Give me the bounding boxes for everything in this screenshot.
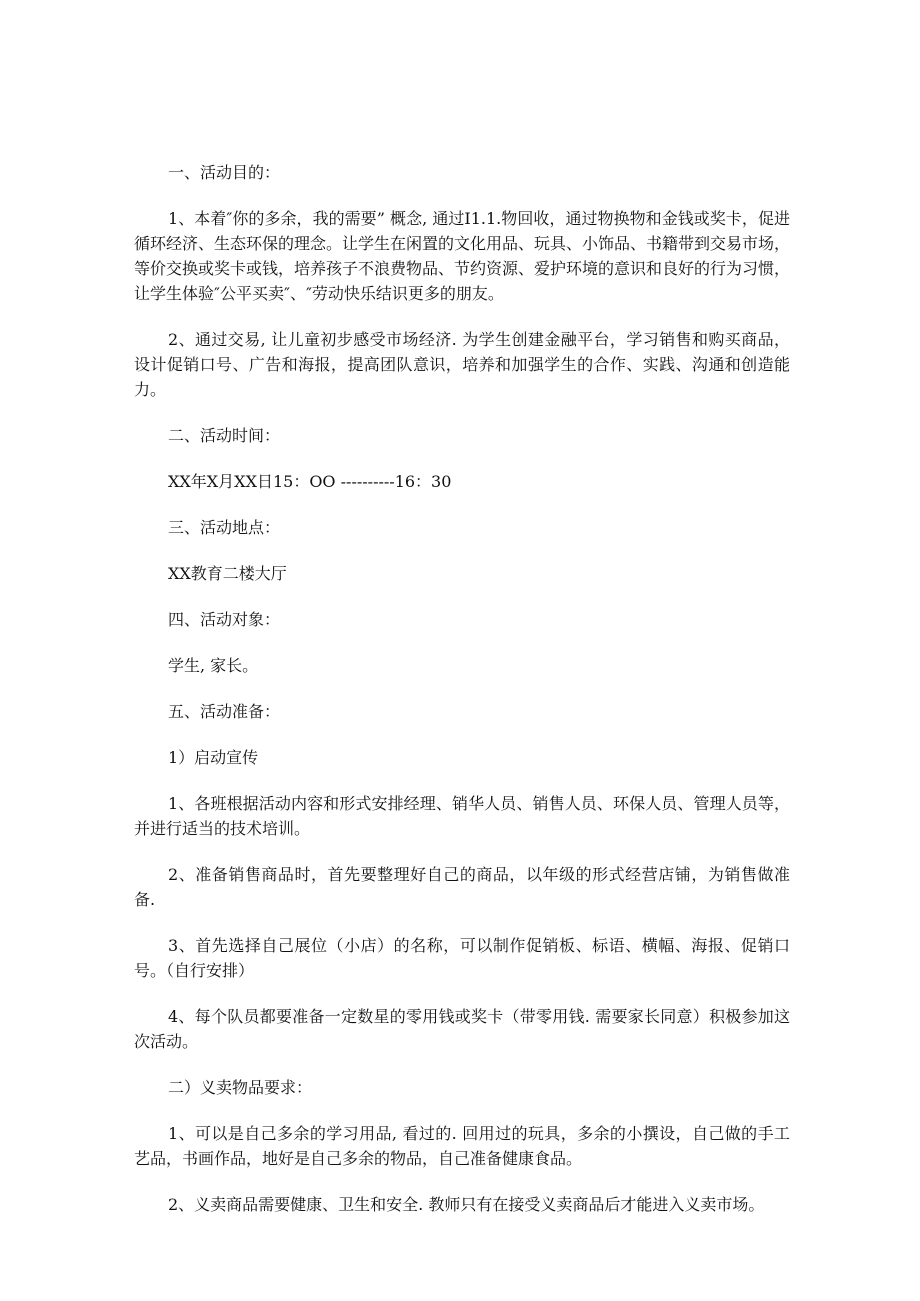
- paragraph-requirements-2: 2、义卖商品需要健康、卫生和安全. 教师只有在接受义卖商品后才能进入义卖市场。: [168, 1195, 765, 1214]
- heading-activity-location: 三、活动地点：: [168, 518, 281, 537]
- text-activity-time: XX年X月XX日15：OO ----------16：30: [168, 472, 452, 491]
- subheading-launch-promotion: 1）启动宣传: [168, 748, 259, 767]
- paragraph-requirements-1: 1、可以是自己多余的学习用品, 看过的. 回用过的玩具，多余的小撰设，自己做的手工艺品，书画作品，地好是自己多余的物品，自己准备健康食品。: [134, 1124, 790, 1168]
- document-body: [134, 160, 790, 1238]
- text-activity-audience: 学生, 家长。: [168, 656, 259, 675]
- subheading-charity-item-requirements: 二）义卖物品要求：: [168, 1078, 313, 1097]
- paragraph-purpose-2: 2、通过交易, 让儿童初步感受市场经济. 为学生创建金融平台，学习销售和购买商品，设计促销口号、广告和海报，提高团队意识，培养和加强学生的合作、实践、沟通和创造能力。: [134, 330, 790, 399]
- text-activity-location: XX教育二楼大厅: [168, 564, 287, 583]
- heading-activity-preparation: 五、活动准备：: [168, 702, 281, 721]
- paragraph-purpose-1: 1、本着″你的多余，我的需要” 概念, 通过I1.1.物回收，通过物换物和金钱或奖卡，促进循环经济、生态环保的理念。让学生在闲置的文化用品、玩具、小饰品、书籍带到交易市场，等价交换或奖卡或钱，培养孩子不浪费物品、节约资源、爱护环境的意识和良好的行为习惯，让学生体验″公平买卖″、″劳动快乐结识更多的朋友。: [134, 209, 791, 303]
- paragraph-preparation-2: 2、准备销售商品时，首先要整理好自己的商品，以年级的形式经营店铺，为销售做准备.: [134, 865, 790, 909]
- heading-activity-time: 二、活动时间：: [168, 426, 281, 445]
- heading-activity-audience: 四、活动对象：: [168, 610, 281, 629]
- paragraph-preparation-4: 4、每个队员都要准备一定数星的零用钱或奖卡（带零用钱. 需要家长同意）积极参加这次活动。: [134, 1007, 790, 1051]
- heading-activity-purpose: 一、活动目的：: [168, 163, 281, 182]
- paragraph-preparation-3: 3、首先选择自己展位（小店）的名称，可以制作促销板、标语、横幅、海报、促销口号。（自行安排）: [134, 936, 790, 980]
- paragraph-preparation-1: 1、各班根据活动内容和形式安排经理、销华人员、销售人员、环保人员、管理人员等，并进行适当的技术培训。: [134, 794, 790, 838]
